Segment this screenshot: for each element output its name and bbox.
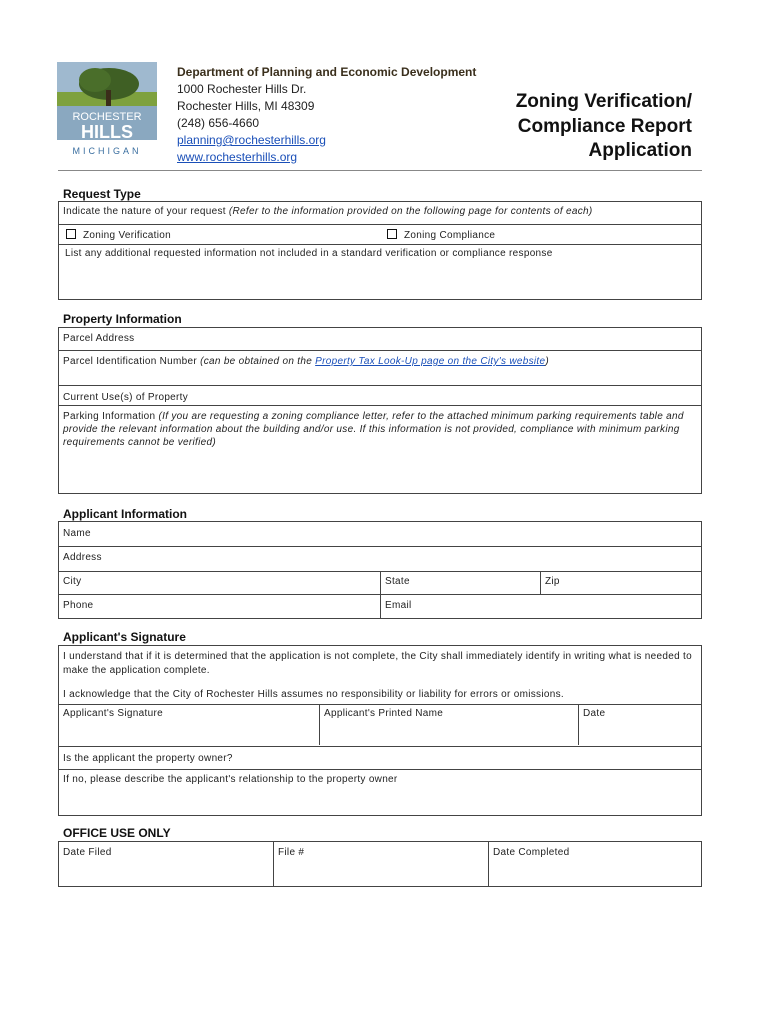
office-use-box — [58, 841, 702, 887]
relationship-field[interactable] — [59, 771, 402, 788]
parcel-id-field[interactable] — [59, 353, 699, 370]
address-line-1: 1000 Rochester Hills Dr. — [177, 82, 307, 96]
form-title — [516, 90, 692, 164]
request-type-heading: Request Type — [63, 187, 141, 201]
phone-label: Phone — [63, 600, 94, 611]
header-divider — [58, 170, 702, 171]
city-label: City — [63, 576, 82, 587]
zoning-compliance-option[interactable] — [383, 226, 499, 244]
logo-rochester: ROCHESTER — [72, 111, 142, 123]
date-filed-field[interactable] — [59, 844, 116, 861]
title-line-3: Application — [588, 140, 692, 161]
phone-number: (248) 656-4660 — [177, 116, 260, 130]
printed-name-label: Applicant's Printed Name — [324, 708, 444, 719]
logo-michigan: MICHIGAN — [72, 146, 142, 156]
property-tax-lookup-link[interactable]: Property Tax Look-Up page on the City's website — [315, 356, 546, 367]
parcel-id-note-post: ) — [545, 356, 549, 367]
parcel-address-label: Parcel Address — [63, 333, 135, 344]
city-logo — [57, 62, 157, 158]
state-field[interactable] — [381, 573, 414, 590]
city-field[interactable] — [59, 573, 85, 590]
current-use-field[interactable] — [59, 389, 192, 406]
applicant-info-box — [58, 521, 702, 619]
file-number-field[interactable] — [274, 844, 308, 861]
property-info-box — [58, 327, 702, 494]
parking-info-note: (If you are requesting a zoning compliance letter, refer to the attached minimum parking requirements table and provide the relevant information about the building and/or use. If this information is not provided, compliance with minimum parking requirements cannot be verified) — [63, 411, 684, 448]
request-instruction — [59, 203, 699, 220]
liability-statement: I acknowledge that the City of Rochester Hills assumes no responsibility or liability for errors or omissions. — [63, 689, 564, 700]
date-completed-label: Date Completed — [493, 847, 570, 858]
zoning-verification-label: Zoning Verification — [83, 230, 171, 241]
applicant-info-heading: Applicant Information — [63, 507, 187, 521]
zoning-verification-checkbox[interactable] — [66, 229, 76, 239]
parking-info-field[interactable] — [59, 407, 699, 452]
parcel-address-field[interactable] — [59, 330, 138, 347]
address-field[interactable] — [59, 549, 106, 566]
phone-field[interactable] — [59, 597, 97, 614]
completeness-statement: I understand that if it is determined that the application is not complete, the City shall immediately identify in writing what is needed to make the application complete. — [63, 651, 692, 676]
additional-info-field[interactable] — [61, 245, 697, 262]
signature-date-label: Date — [583, 708, 606, 719]
zip-field[interactable] — [541, 573, 564, 590]
printed-name-field[interactable] — [320, 705, 447, 722]
signature-label: Applicant's Signature — [63, 708, 163, 719]
name-label: Name — [63, 528, 91, 539]
zip-label: Zip — [545, 576, 560, 587]
name-field[interactable] — [59, 525, 95, 542]
additional-info-label: List any additional requested information not included in a standard verification or compliance response — [65, 248, 553, 259]
zoning-compliance-checkbox[interactable] — [387, 229, 397, 239]
address-line-2: Rochester Hills, MI 48309 — [177, 99, 315, 113]
signature-heading: Applicant's Signature — [63, 630, 186, 644]
file-number-label: File # — [278, 847, 305, 858]
logo-hills: HILLS — [81, 122, 133, 142]
parcel-id-note-pre: (can be obtained on the — [197, 356, 316, 367]
office-use-heading: OFFICE USE ONLY — [63, 826, 171, 840]
email-label: Email — [385, 600, 412, 611]
address-label: Address — [63, 552, 102, 563]
zoning-compliance-label: Zoning Compliance — [404, 230, 496, 241]
date-filed-label: Date Filed — [63, 847, 112, 858]
relationship-label: If no, please describe the applicant's relationship to the property owner — [63, 774, 398, 785]
department-info — [177, 64, 476, 166]
title-line-1: Zoning Verification/ — [515, 91, 692, 112]
title-line-2: Compliance Report — [517, 115, 692, 137]
request-instruction-note: (Refer to the information provided on the following page for contents of each) — [225, 206, 593, 217]
request-type-box — [58, 201, 702, 300]
parking-info-label: Parking Information — [63, 411, 156, 422]
email-link[interactable]: planning@rochesterhills.org — [177, 133, 326, 147]
state-label: State — [385, 576, 410, 587]
signature-box — [58, 645, 702, 816]
parcel-id-label: Parcel Identification Number — [63, 356, 198, 367]
owner-question-field[interactable] — [59, 750, 237, 767]
signature-field[interactable] — [59, 705, 167, 722]
department-heading: Department of Planning and Economic Development — [177, 65, 477, 79]
current-use-label: Current Use(s) of Property — [63, 392, 189, 403]
signature-date-field[interactable] — [579, 705, 609, 722]
owner-question-label: Is the applicant the property owner? — [63, 753, 233, 764]
property-info-heading: Property Information — [63, 312, 182, 326]
email-field[interactable] — [381, 597, 416, 614]
request-instruction-text: Indicate the nature of your request — [63, 206, 226, 217]
website-link[interactable]: www.rochesterhills.org — [177, 150, 298, 164]
zoning-verification-option[interactable] — [62, 226, 175, 244]
date-completed-field[interactable] — [489, 844, 573, 861]
